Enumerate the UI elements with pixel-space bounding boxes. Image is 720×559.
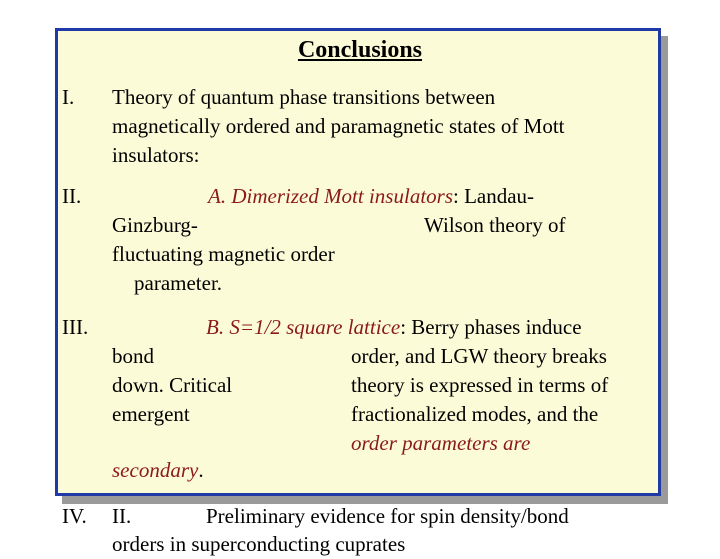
item-3-heading-suffix: : Berry phases induce xyxy=(400,315,582,339)
item-3-col1-line-3: emergent xyxy=(112,402,190,426)
item-4-sub-numeral: II. xyxy=(112,504,132,528)
item-4-line-2-cut: orders in superconducting cuprates xyxy=(112,532,406,556)
item-2-col1-line-1: Ginzburg- xyxy=(112,213,198,237)
item-3-tail-line xyxy=(112,456,204,485)
numeral-3: III. xyxy=(62,315,89,339)
item-2-col2-line-1: Wilson theory of xyxy=(424,213,566,237)
item-1-line-1: Theory of quantum phase transitions between xyxy=(112,85,496,109)
item-2-col1-line-3: parameter. xyxy=(134,271,223,295)
item-3-col2-line-3: fractionalized modes, and the xyxy=(351,402,599,426)
item-2-heading-suffix: : Landau- xyxy=(453,184,535,208)
item-3-col1-line-2: down. Critical xyxy=(112,373,233,397)
item-3-heading-line xyxy=(206,313,582,342)
item-1-line-2: magnetically ordered and paramagnetic states of Mott xyxy=(112,114,565,138)
item-3-col1-line-1: bond xyxy=(112,344,154,368)
item-4-line-1: Preliminary evidence for spin density/bond xyxy=(206,504,569,528)
slide-title: Conclusions xyxy=(297,37,423,63)
item-3-col2-line-1: order, and LGW theory breaks xyxy=(351,344,607,368)
item-3-heading: B. S=1/2 square lattice xyxy=(206,315,401,339)
item-3-tail: secondary xyxy=(112,458,199,482)
item-2-heading-line xyxy=(208,182,534,211)
item-1-line-3: insulators: xyxy=(112,143,200,167)
numeral-4: IV. xyxy=(62,504,87,528)
item-3-tail-suffix: . xyxy=(198,458,204,482)
numeral-2: II. xyxy=(62,184,82,208)
item-2-col1-line-2: fluctuating magnetic order xyxy=(112,242,335,266)
item-3-col2-line-2: theory is expressed in terms of xyxy=(351,373,609,397)
numeral-1: I. xyxy=(62,85,75,109)
item-3-col2-line-4: order parameters are xyxy=(351,431,531,455)
item-2-heading: A. Dimerized Mott insulators xyxy=(208,184,453,208)
